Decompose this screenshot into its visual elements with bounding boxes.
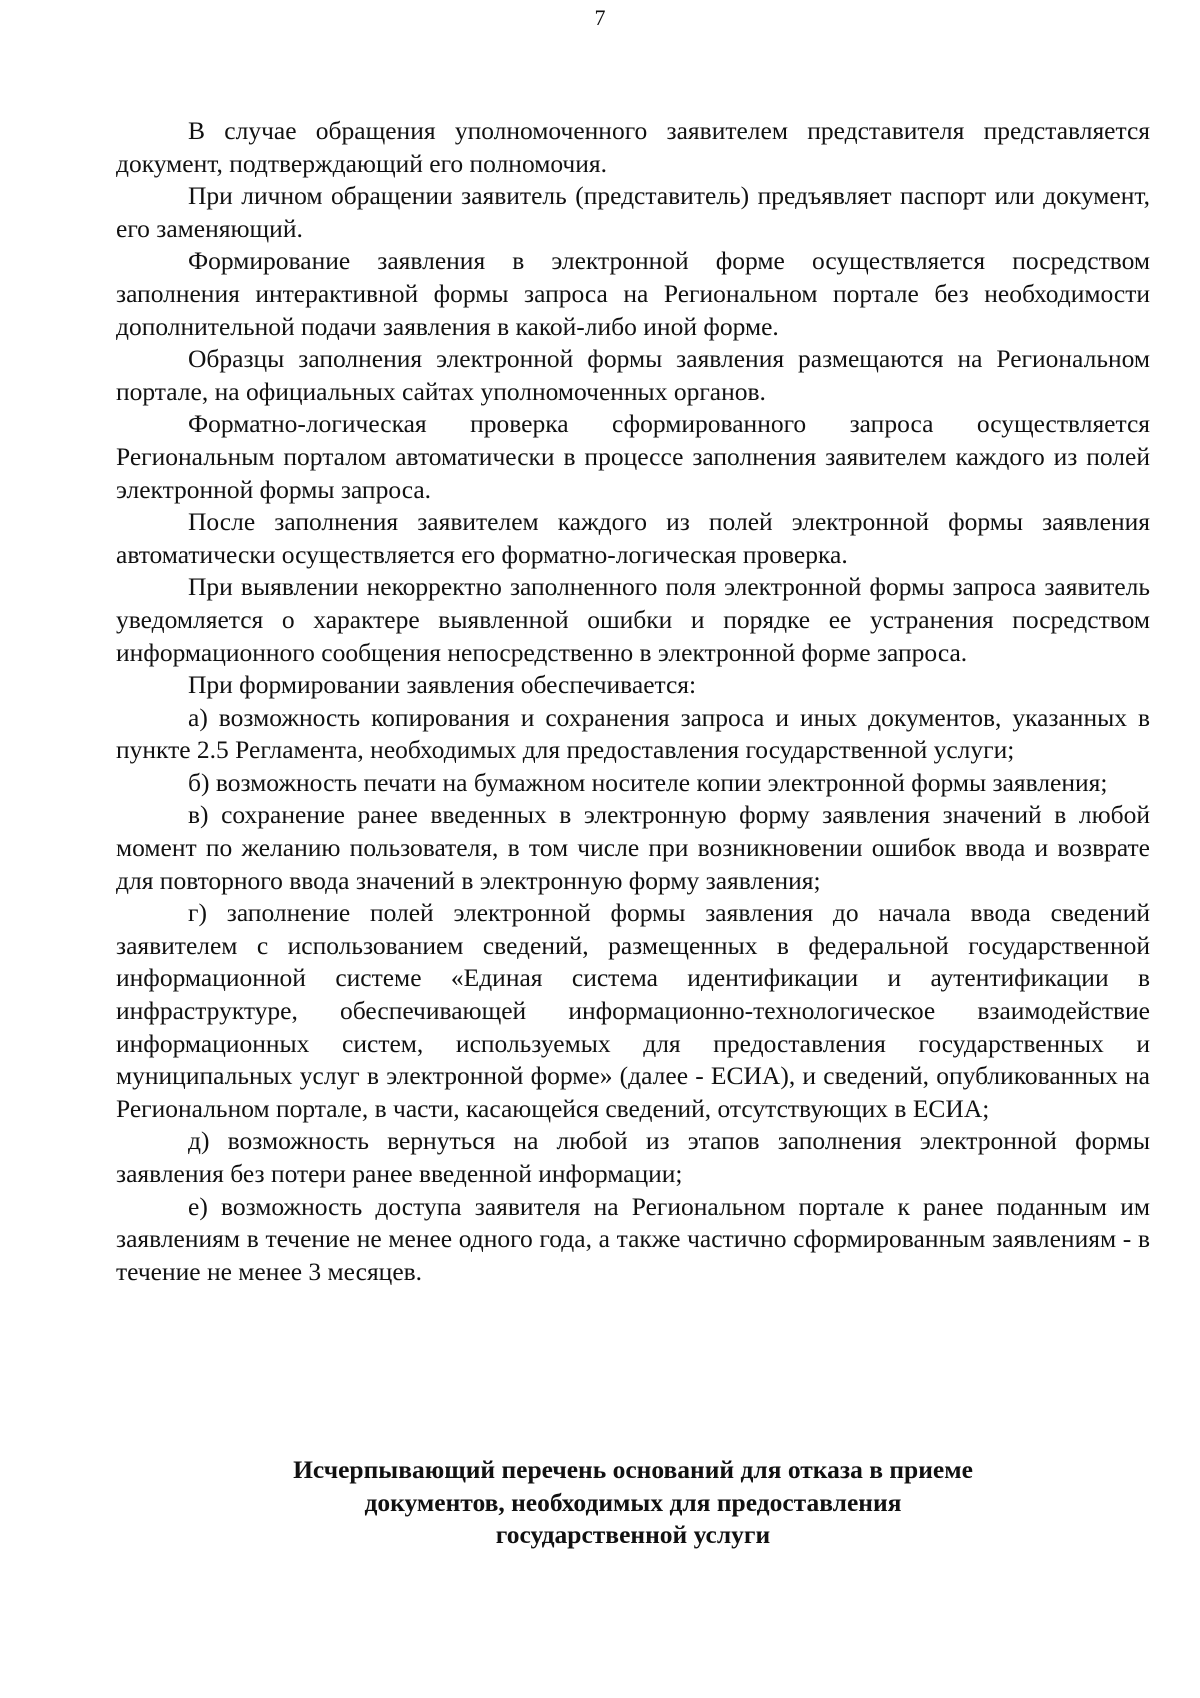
section-heading-line: Исчерпывающий перечень оснований для отказа в приеме [293, 1455, 973, 1484]
list-item-a: а) возможность копирования и сохранения запроса и иных документов, указанных в пункте 2.5 Регламента, необходимых для предоставления государственной услуги; [116, 702, 1150, 765]
list-item-g: г) заполнение полей электронной формы заявления до начала ввода сведений заявителем с использованием сведений, размещенных в федеральной государственной информационной системе «Единая система идентификации и аутентификации в инфраструктуре, обеспечивающей информационно-технологическое взаимодействие информационных систем, используемых для предоставления государственных и муниципальных услуг в электронной форме» (далее - ЕСИА), и сведений, опубликованных на Региональном портале, в части, касающейся сведений, отсутствующих в ЕСИА; [116, 898, 1150, 1123]
paragraph-electronic-form: Формирование заявления в электронной форме осуществляется посредством заполнения интерактивной формы запроса на Региональном портале без необходимости дополнительной подачи заявления в какой-либо иной форме. [116, 246, 1150, 341]
list-item-d: д) возможность вернуться на любой из этапов заполнения электронной формы заявления без потери ранее введенной информации; [116, 1126, 1150, 1188]
list-item-v: в) сохранение ранее введенных в электронную форму заявления значений в любой момент по желанию пользователя, в том числе при возникновении ошибок ввода и возврате для повторного ввода значений в электронную форму заявления; [116, 800, 1150, 895]
list-item-e: е) возможность доступа заявителя на Региональном портале к ранее поданным им заявлениям в течение не менее одного года, а также частично сформированным заявлениям - в течение не менее 3 месяцев. [116, 1191, 1150, 1286]
paragraph-provisions-intro: При формировании заявления обеспечивается: [188, 670, 697, 700]
paragraph-representative: В случае обращения уполномоченного заявителем представителя представляется документ, подтверждающий его полномочия. [116, 116, 1150, 178]
page-number: 7 [594, 5, 606, 30]
section-heading [116, 1454, 1150, 1552]
section-heading-line: документов, необходимых для предоставления [364, 1487, 902, 1517]
list-item-b: б) возможность печати на бумажном носителе копии электронной формы заявления; [188, 767, 1108, 797]
paragraph-personal-visit: При личном обращении заявитель (представитель) предъявляет паспорт или документ, его заменяющий. [116, 181, 1150, 243]
paragraph-error-notice: При выявлении некорректно заполненного поля электронной формы запроса заявитель уведомляется о характере выявленной ошибки и порядке ее устранения посредством информационного сообщения непосредственно в электронной форме запроса. [116, 572, 1150, 667]
document-body [116, 115, 1150, 1288]
paragraph-field-check: После заполнения заявителем каждого из полей электронной формы заявления автоматически осуществляется его форматно-логическая проверка. [116, 507, 1150, 569]
paragraph-format-check: Форматно-логическая проверка сформированного запроса осуществляется Региональным порталом автоматически в процессе заполнения заявителем каждого из полей электронной формы запроса. [116, 409, 1150, 504]
paragraph-samples: Образцы заполнения электронной формы заявления размещаются на Региональном портале, на официальных сайтах уполномоченных органов. [116, 344, 1150, 406]
section-heading-line: государственной услуги [495, 1520, 771, 1550]
